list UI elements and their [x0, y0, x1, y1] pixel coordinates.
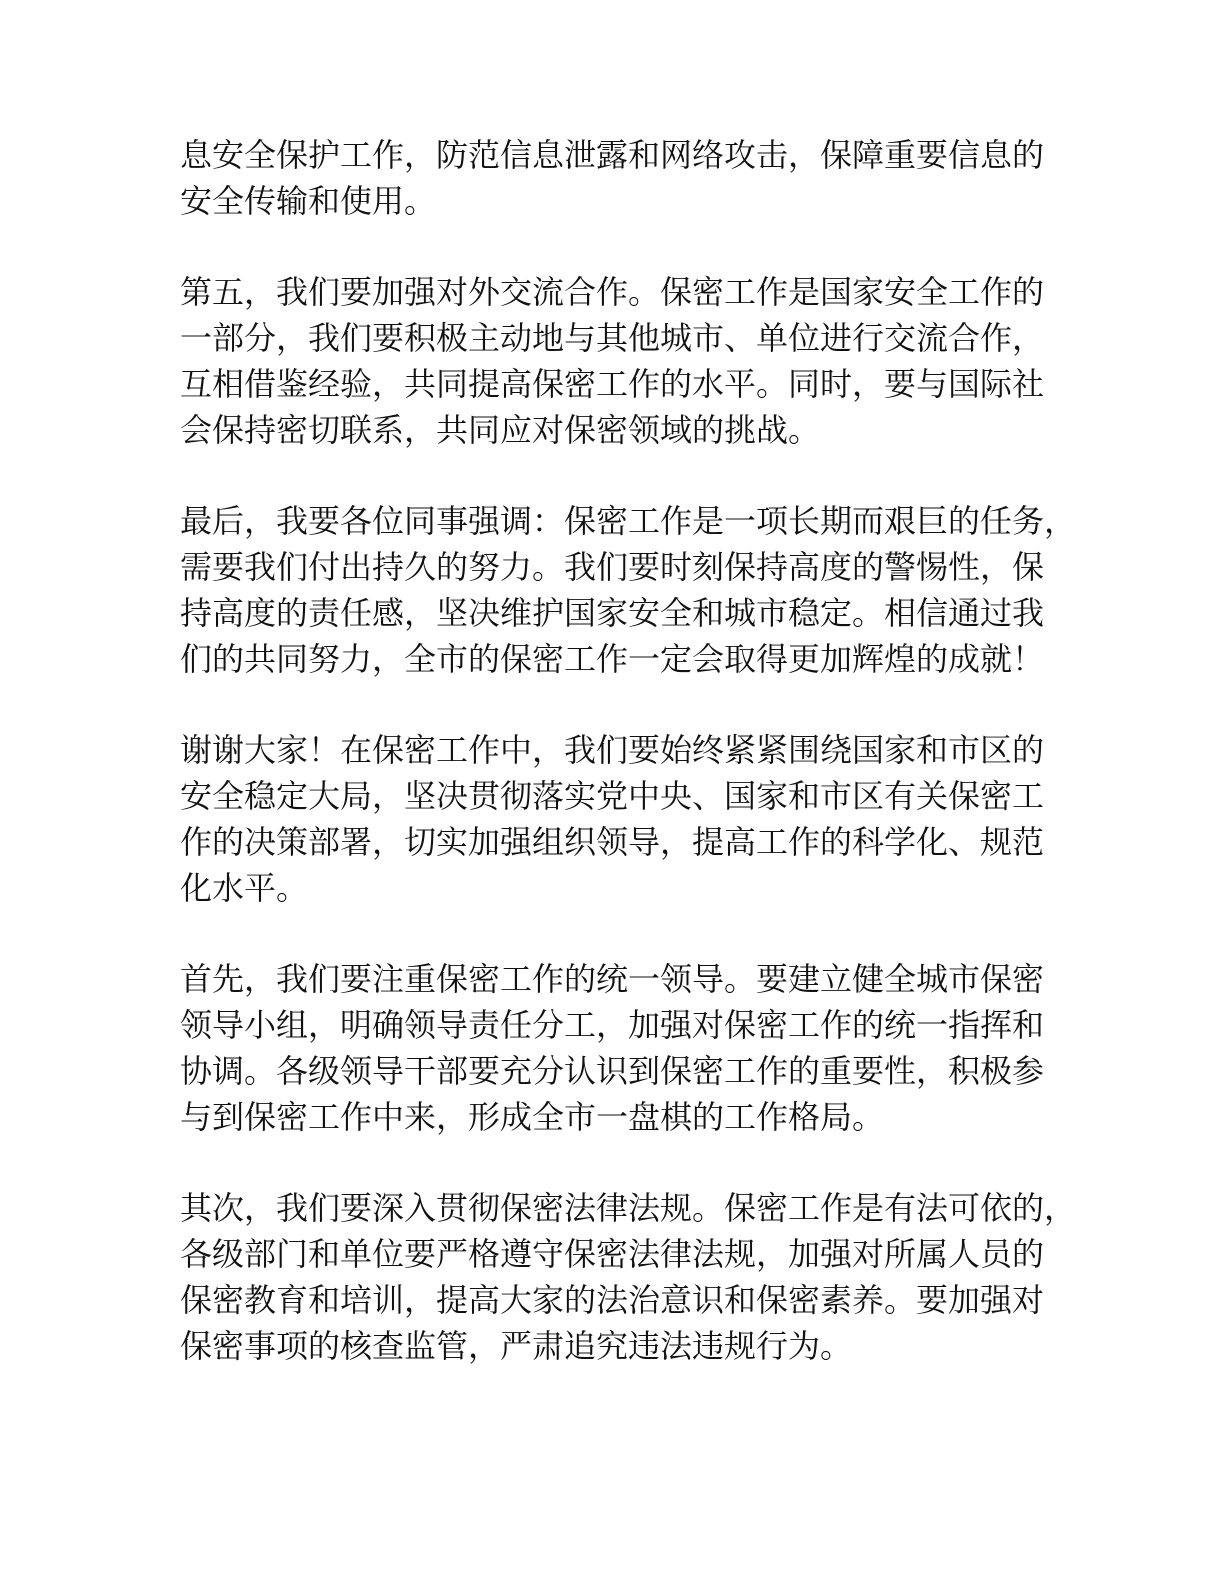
- text-line: 化水平。: [180, 869, 309, 907]
- document-page: [180, 132, 1077, 1414]
- text-line: 其次，我们要深入贯彻保密法律法规。保密工作是有法可依的，: [180, 1189, 1077, 1227]
- paragraph-5: [180, 956, 1060, 1140]
- text-line: 领导小组，明确领导责任分工，加强对保密工作的统一指挥和: [180, 1006, 1045, 1044]
- text-line: 安全稳定大局，坚决贯彻落实党中央、国家和市区有关保密工: [180, 777, 1045, 815]
- text-line: 持高度的责任感，坚决维护国家安全和城市稳定。相信通过我: [180, 594, 1045, 632]
- text-line: 一部分，我们要积极主动地与其他城市、单位进行交流合作，: [180, 319, 1045, 357]
- text-line: 息安全保护工作，防范信息泄露和网络攻击，保障重要信息的: [180, 136, 1045, 174]
- text-line: 保密事项的核查监管，严肃追究违法违规行为。: [180, 1327, 853, 1365]
- paragraph-1: [180, 132, 1060, 224]
- text-line: 与到保密工作中来，形成全市一盘棋的工作格局。: [180, 1098, 885, 1136]
- paragraph-6: [180, 1185, 1077, 1369]
- text-line: 保密教育和培训，提高大家的法治意识和保密素养。要加强对: [180, 1281, 1045, 1319]
- text-line: 互相借鉴经验，共同提高保密工作的水平。同时，要与国际社: [180, 365, 1045, 403]
- text-line: 需要我们付出持久的努力。我们要时刻保持高度的警惕性，保: [180, 548, 1045, 586]
- text-line: 谢谢大家！在保密工作中，我们要始终紧紧围绕国家和市区的: [180, 731, 1045, 769]
- text-line: 们的共同努力，全市的保密工作一定会取得更加辉煌的成就！: [180, 640, 1045, 678]
- text-line: 作的决策部署，切实加强组织领导，提高工作的科学化、规范: [180, 823, 1045, 861]
- paragraph-2: [180, 269, 1060, 453]
- text-line: 各级部门和单位要严格遵守保密法律法规，加强对所属人员的: [180, 1235, 1045, 1273]
- text-line: 安全传输和使用。: [180, 182, 437, 220]
- paragraph-4: [180, 727, 1060, 911]
- text-line: 首先，我们要注重保密工作的统一领导。要建立健全城市保密: [180, 960, 1045, 998]
- text-line: 会保持密切联系，共同应对保密领域的挑战。: [180, 411, 821, 449]
- text-line: 第五，我们要加强对外交流合作。保密工作是国家安全工作的: [180, 273, 1045, 311]
- paragraph-3: [180, 498, 1077, 682]
- text-line: 协调。各级领导干部要充分认识到保密工作的重要性，积极参: [180, 1052, 1045, 1090]
- text-line: 最后，我要各位同事强调：保密工作是一项长期而艰巨的任务，: [180, 502, 1077, 540]
